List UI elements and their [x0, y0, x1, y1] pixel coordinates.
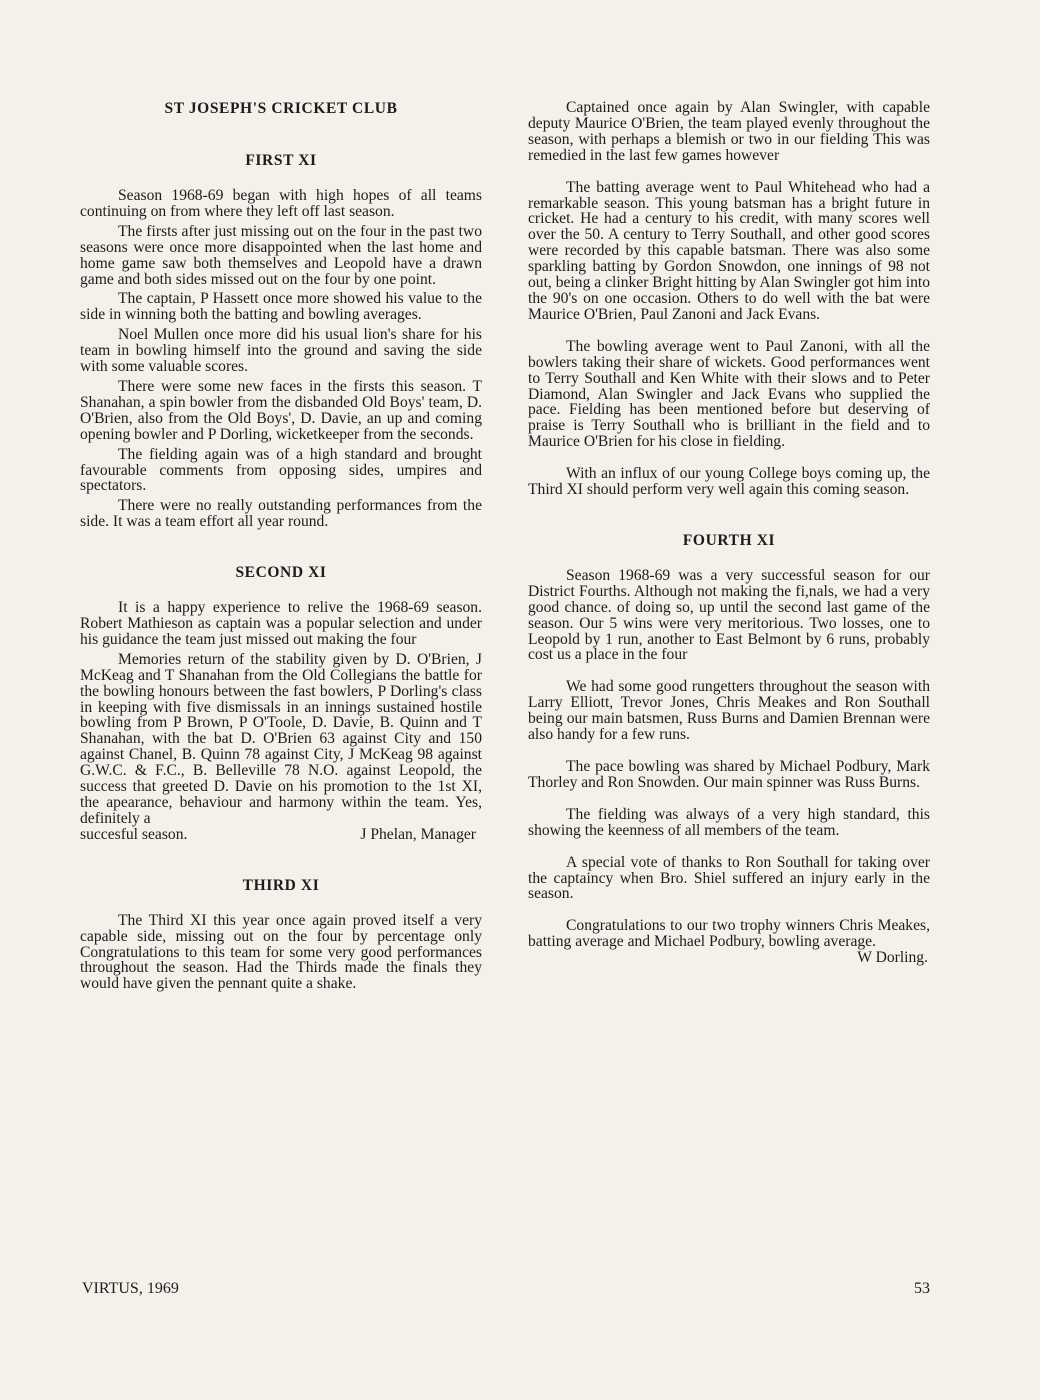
- paragraph: Season 1968-69 began with high hopes of all teams continuing on from where they left off last season.: [80, 187, 482, 220]
- left-column: [80, 100, 482, 992]
- manager-signature: J Phelan, Manager: [360, 825, 476, 843]
- paragraph: The bowling average went to Paul Zanoni, with all the bowlers taking their share of wickets. Good performances went to Terry Southall and Ken White with their slows and to Peter Diamond, Alan Swingler and Jack Evans who supplied the pace. Fielding has been mentioned before but deserving of praise is Terry Southall who is brilliant in the field and to Maurice O'Brien for his close in fielding.: [528, 337, 930, 451]
- paragraph: We had some good rungetters throughout the season with Larry Elliott, Trevor Jones, Chris Meakes and Ron Southall being our main batsmen, Russ Burns and Damien Brennan were also handy for a few runs.: [528, 678, 930, 744]
- paragraph: The fielding again was of a high standard and brought favourable comments from opposing sides, umpires and spectators.: [80, 445, 482, 495]
- fourth-xi-signature: W Dorling.: [857, 949, 928, 967]
- paragraph: The captain, P Hassett once more showed his value to the side in winning both the batting and bowling averages.: [80, 290, 482, 324]
- paragraph: The fielding was always of a very high standard, this showing the keenness of all members of the team.: [528, 805, 930, 839]
- fourth-xi-body: [528, 568, 930, 950]
- first-xi-body: [80, 188, 482, 530]
- third-xi-section-continued: [528, 100, 930, 498]
- club-title: ST JOSEPH'S CRICKET CLUB: [164, 100, 398, 117]
- paragraph: There were no really outstanding performances from the side. It was a team effort all year round.: [80, 497, 482, 531]
- fourth-xi-heading: FOURTH XI: [682, 531, 776, 549]
- paragraph: Season 1968-69 was a very successful season for our District Fourths. Although not making the fi,nals, we had a very good chance. of doing so, up until the second last game of the season. Our 5 wins were very meritorious. Two losses, one to Leopold by 1 run, another to East Belmont by 6 runs, probably cost us a place in the four: [528, 566, 930, 664]
- closing-text: succesful season.: [80, 825, 188, 843]
- paragraph: Captained once again by Alan Swingler, with capable deputy Maurice O'Brien, the team played evenly throughout the season, with perhaps a blemish or two in our fielding This was remedied in the last few games however: [528, 99, 930, 164]
- third-xi-section-start: [80, 877, 482, 993]
- paragraph: There were some new faces in the firsts this season. T Shanahan, a spin bowler from the disbanded Old Boys' team, D. O'Brien, also from the Old Boys', D. Davie, an up and coming opening bowler and P Dorling, wicketkeeper from the seconds.: [80, 377, 482, 443]
- second-xi-section: [80, 564, 482, 843]
- second-xi-body: [80, 600, 482, 843]
- paragraph: With an influx of our young College boys coming up, the Third XI should perform very well again this coming season.: [528, 465, 930, 499]
- page-footer: [82, 1280, 930, 1298]
- paragraph: Noel Mullen once more did his usual lion's share for his team in bowling himself into the ground and saving the side with some valuable scores.: [80, 326, 482, 376]
- fourth-xi-section: [528, 532, 930, 966]
- paragraph: The batting average went to Paul Whitehead who had a remarkable season. This young batsman has a bright future in cricket. He had a century to his credit, with many scores well over the 50. A century to Terry Southall, and other good scores were recorded by this capable batsman. There was also some sparkling batting by Gordon Snowdon, one innings of 98 not out, being a clinker Bright hitting by Alan Swingler got him into the 90's on one occasion. Others to do well with the bat were Maurice O'Brien, Paul Zanoni and Jack Evans.: [528, 178, 930, 323]
- publication-name: VIRTUS, 1969: [82, 1280, 179, 1297]
- paragraph: Memories return of the stability given by D. O'Brien, J McKeag and T Shanahan from the Old Collegians the battle for the bowling honours between the fast bowlers, P Dorling's class in keeping with five dismissals in an innings sustained hostile bowling from P Brown, P O'Toole, D. Davie, B. Quinn and T Shanahan, with the bat D. O'Brien 63 against City and 150 against Chanel, B. Quinn 78 against City, J McKeag 98 against G.W.C. & F.C., B. Belleville 78 N.O. against Leopold, the success that greeted D. Davie on his promotion to the 1st XI, the apearance, behaviour and harmony within the team. Yes, definitely a: [80, 650, 482, 827]
- first-xi-heading: FIRST XI: [245, 152, 317, 169]
- second-xi-closing-line: [80, 827, 482, 843]
- paragraph: It is a happy experience to relive the 1968-69 season. Robert Mathieson as captain was a popular selection and under his guidance the team just missed out making the four: [80, 599, 482, 648]
- second-xi-heading: SECOND XI: [235, 564, 327, 582]
- paragraph: Congratulations to our two trophy winners Chris Meakes, batting average and Michael Podbury, bowling average.: [528, 917, 930, 951]
- third-xi-body-part1: [80, 913, 482, 993]
- first-xi-section: [80, 152, 482, 530]
- page-number: 53: [914, 1280, 930, 1297]
- third-xi-body-part2: [528, 100, 930, 498]
- paragraph: The firsts after just missing out on the four in the past two seasons were once more disappointed when the last home and home game saw both themselves and Leopold have a drawn game and both sides missed out on the four by one point.: [80, 222, 482, 288]
- paragraph: A special vote of thanks to Ron Southall for taking over the captaincy when Bro. Shiel suffered an injury early in the season.: [528, 853, 930, 903]
- right-column: [528, 100, 930, 966]
- paragraph: The pace bowling was shared by Michael Podbury, Mark Thorley and Ron Snowden. Our main spinner was Russ Burns.: [528, 758, 930, 791]
- third-xi-heading: THIRD XI: [242, 876, 320, 894]
- paragraph: The Third XI this year once again proved itself a very capable side, missing out on the four by percentage only Congratulations to this team for some very good performances throughout the season. Had the Thirds made the finals they would have given the pennant quite a shake.: [80, 911, 482, 993]
